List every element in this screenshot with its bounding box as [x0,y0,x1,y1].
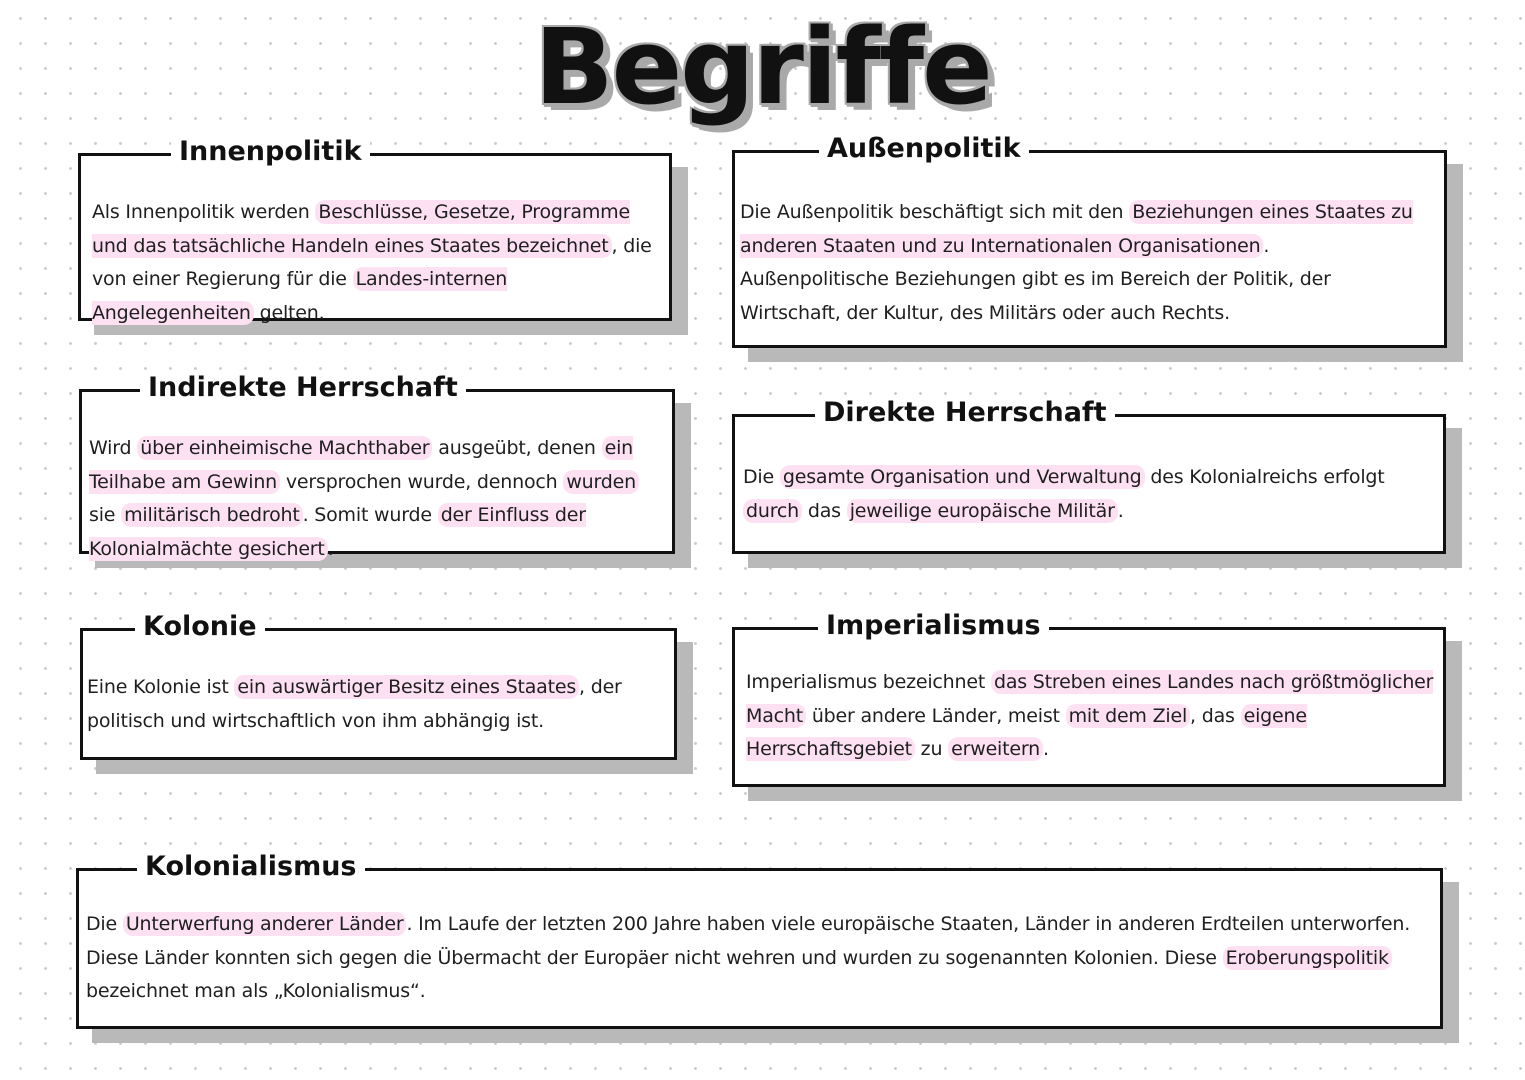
text-segment: gelten. [253,301,325,324]
highlighted-term: durch [743,499,802,523]
highlighted-term: ein auswärtiger Besitz eines Staates [234,675,579,699]
text-segment: über andere Länder, meist [805,704,1066,727]
text-segment: versprochen wurde, dennoch [280,470,564,493]
card-direkte-herrschaft [732,397,1446,554]
highlighted-term: wurden [563,470,639,494]
text-segment: Die Außenpolitik beschäftigt sich mit den [740,201,1130,223]
highlighted-term: erweitern [948,737,1043,761]
highlighted-term: eigene Herrschaftsgebiet [746,704,1307,760]
highlighted-term: Beschlüsse, Gesetze, Programme und das tatsächliche Handeln eines Staates bezeichnet [92,201,630,257]
card-title-innenpolitik: Innenpolitik [171,134,370,170]
text-segment: . [1043,738,1049,760]
text-segment: bezeichnet man als „Kolonialismus“. [86,980,426,1002]
text-segment: Imperialismus bezeichnet [746,671,991,693]
highlighted-term: gesamte Organisation und Verwaltung [780,465,1145,489]
text-segment: Als Innenpolitik werden [92,201,316,223]
card-title-indirekte-herrschaft: Indirekte Herrschaft [140,370,466,406]
card-text-kolonie [87,671,677,738]
text-segment: Eine Kolonie ist [87,676,235,698]
card-kolonialismus [76,851,1443,1029]
text-segment: ausgeübt, denen [432,437,602,459]
card-title-aussenpolitik: Außenpolitik [819,131,1029,167]
text-segment: , das [1190,704,1241,727]
text-segment: . Somit wurde [302,504,438,526]
highlighted-term: das Streben eines Landes nach größtmöglicher Macht [746,671,1434,727]
text-segment: . Im Laufe der letzten 200 Jahre haben viele europäische Staaten, Länder in anderen Erdteilen unterworfen. Diese Länder konnten sich gegen die Übermacht der Europäer nicht wehren und wurden zu sogenannten Kolonien. Diese [86,913,1411,969]
card-indirekte-herrschaft [79,372,675,560]
card-text-aussenpolitik [740,196,1420,330]
card-title-direkte-herrschaft: Direkte Herrschaft [815,395,1115,431]
highlighted-term: Landes-internen Angelegenheiten [92,268,508,324]
text-segment: . [327,537,334,560]
card-text-kolonialismus [86,908,1431,1009]
card-text-innenpolitik [92,196,662,330]
text-segment: , die von einer Regierung für die [92,234,652,290]
highlighted-term: Beziehungen eines Staates zu anderen Staaten und zu Internationalen Organisationen [740,201,1413,257]
card-title-kolonie: Kolonie [135,609,265,645]
card-kolonie [80,611,677,760]
text-segment: sie [89,504,122,526]
highlighted-term: Eroberungspolitik [1223,946,1392,970]
text-segment: zu [914,738,949,760]
card-aussenpolitik [732,133,1447,348]
card-text-indirekte-herrschaft [89,432,664,566]
highlighted-term: über einheimische Machthaber [137,436,432,460]
text-segment: . Außenpolitische Beziehungen gibt es im Bereich der Politik, der Wirtschaft, der Kultur, des Militärs oder auch Rechts. [740,234,1331,324]
card-title-imperialismus: Imperialismus [818,608,1049,644]
text-segment: . [1117,499,1124,522]
highlighted-term: Unterwerfung anderer Länder [123,912,407,936]
text-segment: des Kolonialreichs erfolgt [1144,466,1385,488]
text-segment: Die [743,466,780,488]
text-segment: das [802,499,847,522]
card-text-direkte-herrschaft [743,461,1423,528]
card-innenpolitik [78,136,672,324]
highlighted-term: militärisch bedroht [121,503,302,527]
text-segment: Die [86,913,123,935]
card-title-kolonialismus: Kolonialismus [137,849,365,885]
text-segment: Wird [89,437,138,459]
text-segment: , der politisch und wirtschaftlich von ihm abhängig ist. [87,676,622,732]
card-imperialismus [732,610,1446,787]
highlighted-term: mit dem Ziel [1066,704,1190,728]
highlighted-term: ein Teilhabe am Gewinn [89,437,634,493]
page-title: Begriffe [534,6,991,128]
highlighted-term: jeweilige europäische Militär [847,499,1118,523]
card-text-imperialismus [746,666,1436,767]
highlighted-term: der Einfluss der Kolonialmächte gesichert [89,504,586,560]
